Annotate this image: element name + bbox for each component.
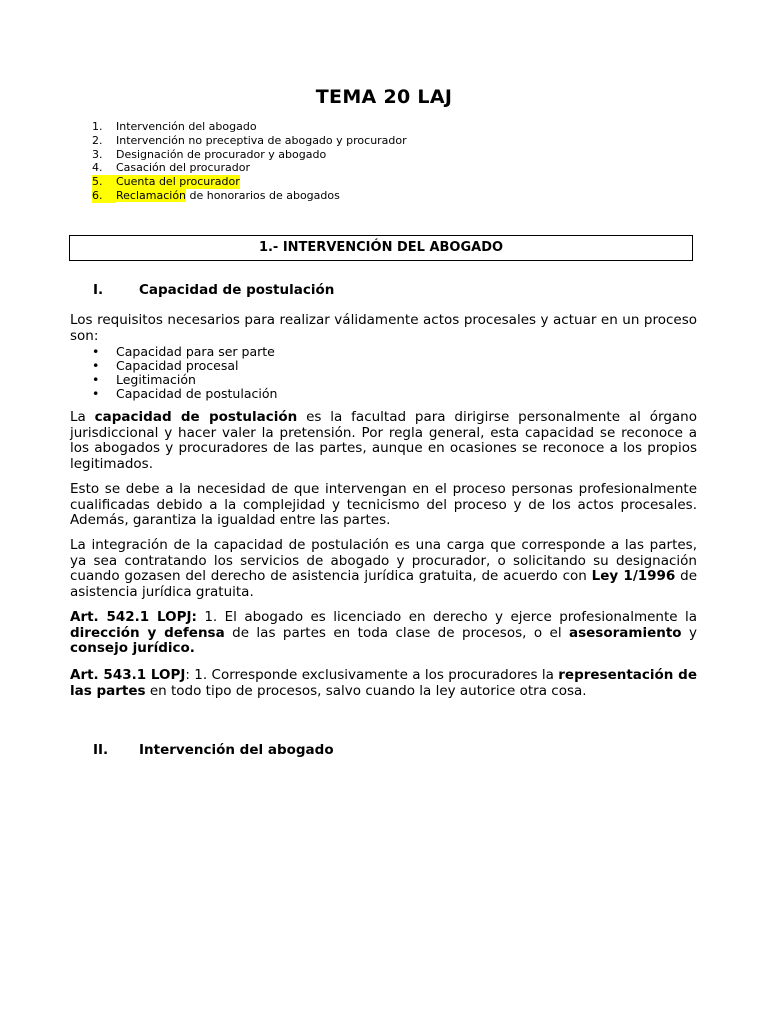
text-run: es la facultad para dirigirse personalmente al órgano jurisdiccional y hacer valer la pretensión. Por regla general, esta capacidad se reconoce a los abogados y procuradores de las partes, aunque en ocasiones se reconoce a los propios legitimados.: [70, 409, 697, 472]
toc-number: 5.: [92, 175, 116, 189]
bullet-icon: •: [92, 371, 100, 387]
text-run: La integración de la capacidad de postulación es una carga que corresponde a las partes, ya sea contratando los servicios de abogado y procurador, o solicitando su designación cuando gozasen del derecho de asistencia jurídica gratuita, de acuerdo con: [70, 537, 697, 585]
bold-text: representación de las partes: [70, 667, 697, 699]
subheading-number: II.: [93, 742, 109, 758]
toc-text-highlighted: Cuenta del procurador: [116, 175, 240, 189]
list-item-text: Capacidad para ser parte: [116, 344, 275, 359]
toc-text: Casación del procurador: [116, 161, 251, 175]
paragraph-text: [70, 668, 697, 699]
bold-text: dirección y defensa: [70, 624, 225, 641]
list-item: [92, 345, 277, 359]
subheading-number: I.: [93, 282, 104, 298]
bold-text: consejo jurídico.: [70, 640, 195, 657]
paragraph-text: [70, 610, 697, 657]
paragraph-postulacion: [70, 410, 697, 472]
toc-text: de honorarios de abogados: [186, 188, 340, 202]
list-item: [92, 387, 277, 401]
paragraph-text: [70, 538, 697, 600]
text-run: y: [681, 624, 697, 641]
paragraph-art-543: [70, 668, 697, 699]
requirements-list: [92, 345, 277, 401]
bold-text: capacidad de postulación: [94, 409, 298, 425]
subheading-title: Intervención del abogado: [139, 742, 334, 758]
paragraph-text: [70, 410, 697, 472]
table-of-contents: [92, 120, 407, 203]
text-run: en todo tipo de procesos, salvo cuando la ley autorice otra cosa.: [145, 682, 587, 699]
text-run: : 1. Corresponde exclusivamente a los procuradores la: [185, 667, 559, 683]
text-run: de asistencia jurídica gratuita.: [70, 568, 698, 600]
bold-text: asesoramiento: [569, 624, 682, 641]
list-item-text: Capacidad procesal: [116, 357, 239, 373]
subheading-capacidad: [93, 282, 334, 298]
list-item: [92, 373, 277, 387]
toc-number: 6.: [92, 189, 116, 203]
toc-text-highlighted: Reclamación: [116, 188, 187, 202]
section-heading-box: 1.- INTERVENCIÓN DEL ABOGADO: [69, 235, 693, 261]
paragraph-text: Esto se debe a la necesidad de que intervengan en el proceso personas profesionalmente cualificadas debido a la complejidad y tecnicismo del proceso y de los actos procesales. Además, garantiza la igualdad entre las partes.: [70, 481, 697, 529]
list-item: [92, 359, 277, 373]
text-run: 1. El abogado es licenciado en derecho y ejerce profesionalmente la: [196, 609, 697, 625]
paragraph-necesidad: [70, 482, 697, 529]
text-run: de las partes en toda clase de procesos, o el: [224, 624, 569, 641]
toc-item: [92, 161, 407, 175]
text-run: La: [70, 409, 95, 425]
bold-text: Ley 1/1996: [591, 568, 676, 585]
intro-paragraph: [70, 313, 697, 344]
toc-text: Designación de procurador y abogado: [116, 147, 327, 161]
bold-text: Art. 543.1 LOPJ: [70, 667, 186, 683]
document-title: TEMA 20 LAJ: [315, 86, 453, 108]
toc-text: Intervención no preceptiva de abogado y procurador: [116, 133, 407, 147]
subheading-intervencion: [93, 742, 334, 758]
toc-item: [92, 134, 407, 148]
bold-text: Art. 542.1 LOPJ:: [70, 609, 197, 625]
toc-number: 3.: [92, 147, 103, 161]
toc-number: 1.: [92, 120, 103, 133]
toc-item: [92, 148, 407, 162]
list-item-text: Capacidad de postulación: [116, 385, 278, 401]
bullet-icon: •: [92, 385, 100, 401]
toc-text: Intervención del abogado: [116, 120, 257, 133]
list-item-text: Legitimación: [116, 371, 196, 387]
paragraph-art-542: [70, 610, 697, 657]
toc-number: 4.: [92, 161, 103, 175]
toc-item-highlighted: [92, 175, 407, 189]
paragraph-text: Los requisitos necesarios para realizar válidamente actos procesales y actuar en un proceso son:: [70, 312, 697, 344]
toc-number: 2.: [92, 133, 103, 147]
toc-item-highlighted: [92, 189, 407, 203]
toc-item: [92, 120, 407, 134]
subheading-title: Capacidad de postulación: [139, 282, 335, 298]
bullet-icon: •: [92, 357, 100, 373]
paragraph-integracion: [70, 538, 697, 600]
bullet-icon: •: [92, 344, 100, 359]
